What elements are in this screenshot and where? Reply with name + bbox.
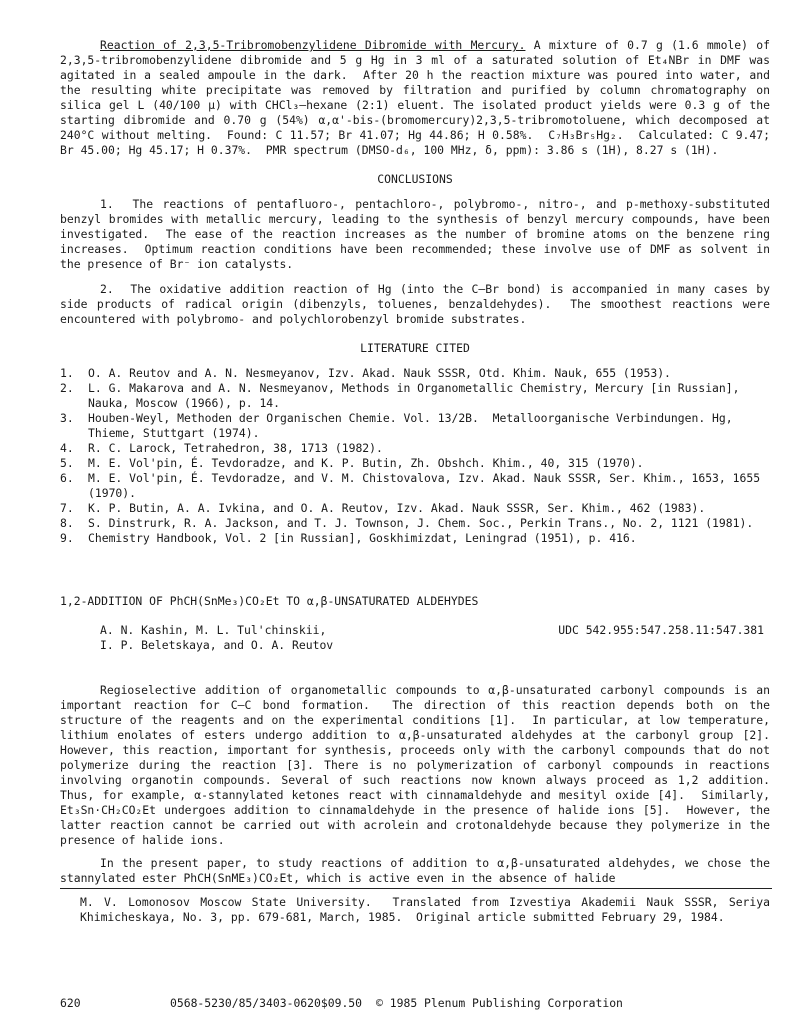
reference-item: 2. L. G. Makarova and A. N. Nesmeyanov, Methods in Organometallic Chemistry, Mercury [in Russian], Nauka, Moscow (1966), p. 14. [60,381,747,410]
reference-item: 8. S. Dinstrurk, R. A. Jackson, and T. J. Townson, J. Chem. Soc., Perkin Trans., No. 2, 1121 (1981). [60,516,754,530]
page-footer [60,996,770,1011]
page-number: 620 [60,996,81,1010]
authors: A. N. Kashin, M. L. Tul'chinskii, I. P. Beletskaya, and O. A. Reutov [100,623,334,652]
page-body [60,38,784,925]
literature-title: LITERATURE CITED [360,341,470,355]
intro-heading: Reaction of 2,3,5-Tribromobenzylidene Dibromide with Mercury. [100,38,526,52]
reference-item: 4. R. C. Larock, Tetrahedron, 38, 1713 (1982). [60,441,383,455]
reference-list [60,366,770,546]
article-code: 0568-5230/85/3403-0620$09.50 [170,996,363,1010]
body-paragraph: Regioselective addition of organometallic compounds to α,β-unsaturated carbonyl compounds is an important reaction for C–C bond formation. The direction of this reaction depends both on the structure of the reagents and on the experimental conditions [1]. In particular, at low temperature, lithium enolates of esters undergo addition to α,β-unsaturated aldehydes at the carbonyl group [2]. However, this reaction, important for synthesis, proceeds only with the carbonyl compounds that do not polymerize during the reaction [3]. There is no polymerization of carbonyl compounds in reactions involving organotin compounds. Several of such reactions now known always proceed as 1,2 addition. Thus, for example, α-stannylated ketones react with cinnamaldehyde and mesityl oxide [4]. Similarly, Et₃Sn·CH₂CO₂Et undergoes addition to cinnamaldehyde in the presence of halide ions [5]. However, the latter reaction cannot be carried out with acrolein and crotonaldehyde because they polymerize in the presence of halide ions. [60,683,784,847]
conclusion-item: 2. The oxidative addition reaction of Hg (into the C–Br bond) is accompanied in many cases by side products of radical origin (dibenzyls, toluenes, benzaldehydes). The smoothest reactions were encountered with polybromo- and polychlorobenzyl bromide substrates. [60,282,777,326]
byline [100,623,770,653]
intro-text: A mixture of 0.7 g (1.6 mmole) of 2,3,5-tribromobenzylidene dibromide and 5 g Hg in 3 ml of a saturated solution of Et₄NBr in DMF was agitated in a sealed ampoule in the dark. After 20 h the reaction mixture was poured into water, and the resulting white precipitate was removed by filtration and purified by column chromatography on silica gel L (40/100 μ) with CHCl₃–hexane (2:1) eluent. The isolated product yields were 0.3 g of the starting dibromide and 0.70 g (54%) α,α'-bis-(bromomercury)2,3,5-tribromotoluene, which decomposed at 240°C without melting. Found: C 11.57; Br 41.07; Hg 44.86; H 0.58%. C₇H₃Br₅Hg₂. Calculated: C 9.47; Br 45.00; Hg 45.17; H 0.37%. PMR spectrum (DMSO-d₆, 100 MHz, δ, ppm): 3.86 s (1H), 8.27 s (1H). [60,38,777,157]
reference-item: 6. M. E. Vol'pin, É. Tevdoradze, and V. M. Chistovalova, Izv. Akad. Nauk SSSR, Ser. Khim., 1653, 1655 (1970). [60,471,767,500]
conclusion-item: 1. The reactions of pentafluoro-, pentachloro-, polybromo-, nitro-, and p-methoxy-substituted benzyl bromides with metallic mercury, leading to the synthesis of benzyl mercury compounds, have been investigated. The ease of the reaction increases as the number of bromine atoms on the benzene ring increases. Optimum reaction conditions have been recommended; these involve use of DMF as solvent in the presence of Br⁻ ion catalysts. [60,197,777,271]
reference-item: 1. O. A. Reutov and A. N. Nesmeyanov, Izv. Akad. Nauk SSSR, Otd. Khim. Nauk, 655 (1953). [60,366,671,380]
reference-item: 9. Chemistry Handbook, Vol. 2 [in Russian], Goskhimizdat, Leningrad (1951), p. 416. [60,531,637,545]
affiliation-note: M. V. Lomonosov Moscow State University. Translated from Izvestiya Akademii Nauk SSSR, Seriya Khimicheskaya, No. 3, pp. 679-681, March, 1985. Original article submitted February 29, 1984. [80,895,777,924]
paper-title: 1,2-ADDITION OF PhCH(SnMe₃)CO₂Et TO α,β-UNSATURATED ALDEHYDES [60,594,479,608]
reference-item: 3. Houben-Weyl, Methoden der Organischen Chemie. Vol. 13/2B. Metalloorganische Verbindungen. Hg, Thieme, Stuttgart (1974). [60,411,740,440]
body-paragraph: In the present paper, to study reactions of addition to α,β-unsaturated aldehydes, we chose the stannylated ester PhCH(SnME₃)CO₂Et, which is active even in the absence of halide [60,856,777,885]
reference-item: 7. K. P. Butin, A. A. Ivkina, and O. A. Reutov, Izv. Akad. Nauk SSSR, Ser. Khim., 462 (1983). [60,501,706,515]
footnote-rule [60,888,772,889]
reference-item: 5. M. E. Vol'pin, É. Tevdoradze, and K. P. Butin, Zh. Obshch. Khim., 40, 315 (1970). [60,456,644,470]
copyright: © 1985 Plenum Publishing Corporation [376,996,623,1010]
udc-code: UDC 542.955:547.258.11:547.381 [558,623,764,637]
intro-paragraph [60,38,777,158]
conclusions-title: CONCLUSIONS [377,172,453,186]
